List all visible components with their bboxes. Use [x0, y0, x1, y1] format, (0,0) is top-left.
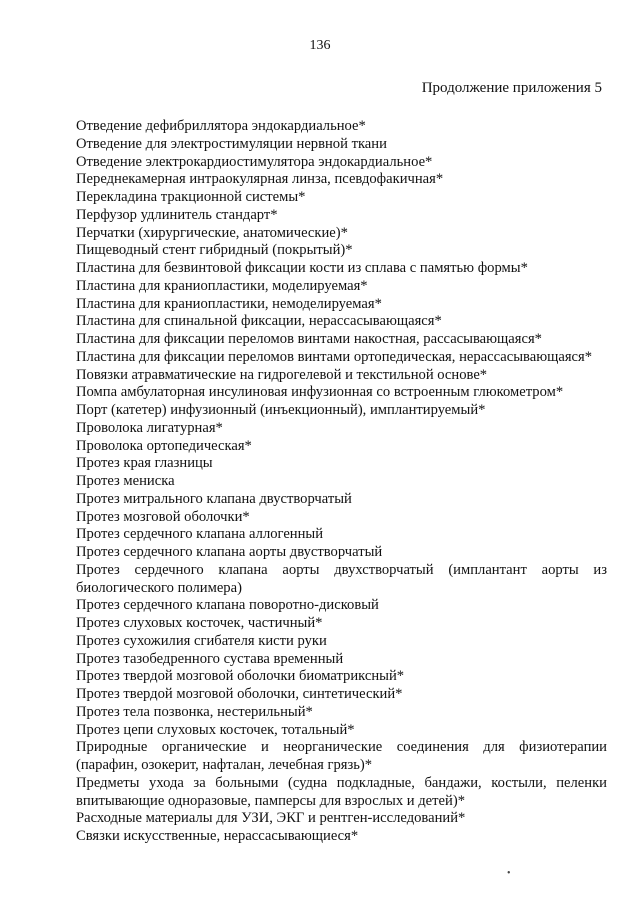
- list-item: Протез мозговой оболочки*: [76, 508, 250, 525]
- list-item: Отведение дефибриллятора эндокардиальное*: [76, 118, 366, 134]
- list-item: Протез края глазницы: [76, 455, 213, 472]
- list-item: Расходные материалы для УЗИ, ЭКГ и рентген-исследований*: [76, 810, 466, 827]
- list-item: Пластина для спинальной фиксации, нерассасывающаяся*: [76, 313, 442, 330]
- list-item: Пластина для краниопластики, моделируемая*: [76, 277, 368, 294]
- continuation-label: Продолжение приложения 5: [421, 80, 602, 96]
- list-item: Помпа амбулаторная инсулиновая инфузионная со встроенным глюкометром*: [76, 384, 564, 401]
- list-item: Отведение электрокардиостимулятора эндокардиальное*: [76, 153, 433, 170]
- list-item: Протез твердой мозговой оболочки биоматриксный*: [76, 668, 405, 685]
- list-item: Пищеводный стент гибридный (покрытый)*: [76, 242, 353, 259]
- list-item: Природные органические и неорганические соединения для физиотерапии (парафин, озокерит, нафталан, лечебная грязь)*: [76, 739, 607, 773]
- list-item: Протез тела позвонка, нестерильный*: [76, 703, 313, 720]
- list-item: Перекладина тракционной системы*: [76, 189, 306, 205]
- list-item: Отведение для электростимуляции нервной ткани: [76, 135, 387, 152]
- list-item: Предметы ухода за больными (судна подкладные, бандажи, костыли, пеленки впитывающие одноразовые, памперсы для взрослых и детей)*: [76, 774, 607, 809]
- list-item: Перчатки (хирургические, анатомические)*: [76, 224, 348, 241]
- page-number: 136: [309, 38, 331, 53]
- list-item: Пластина для фиксации переломов винтами накостная, рассасывающаяся*: [76, 331, 542, 347]
- list-item: Перфузор удлинитель стандарт*: [76, 206, 278, 223]
- list-item: Протез сухожилия сгибателя кисти руки: [76, 632, 327, 649]
- list-item: Протез митрального клапана двустворчатый: [76, 490, 352, 507]
- list-item: Протез сердечного клапана поворотно-дисковый: [76, 597, 379, 614]
- list-item: Повязки атравматические на гидрогелевой и текстильной основе*: [76, 366, 488, 383]
- list-item: Протез сердечного клапана аорты двустворчатый: [76, 544, 383, 560]
- list-item: Протез слуховых косточек, частичный*: [76, 615, 323, 631]
- item-list: [76, 118, 607, 846]
- list-item: Протез мениска: [76, 473, 175, 489]
- list-item: Протез тазобедренного сустава временный: [76, 650, 344, 667]
- list-item: Пластина для фиксации переломов винтами ортопедическая, нерассасывающаяся*: [76, 348, 593, 365]
- list-item: Пластина для краниопластики, немоделируемая*: [76, 295, 382, 312]
- list-item: Порт (катетер) инфузионный (инъекционный), имплантируемый*: [76, 402, 486, 418]
- list-item: Связки искусственные, нерассасывающиеся*: [76, 828, 359, 844]
- list-item: Проволока ортопедическая*: [76, 437, 252, 454]
- list-item: Проволока лигатурная*: [76, 419, 223, 436]
- list-item: Протез цепи слуховых косточек, тотальный*: [76, 721, 355, 738]
- list-item: Протез сердечного клапана аорты двухстворчатый (имплантант аорты из биологического полимера): [76, 561, 607, 596]
- list-item: Протез сердечного клапана аллогенный: [76, 526, 324, 543]
- list-item: Пластина для безвинтовой фиксации кости из сплава с памятью формы*: [76, 260, 528, 276]
- list-item: Протез твердой мозговой оболочки, синтетический*: [76, 686, 403, 702]
- scan-artifact-mark: •: [507, 868, 511, 879]
- list-item: Переднекамерная интраокулярная линза, псевдофакичная*: [76, 171, 444, 188]
